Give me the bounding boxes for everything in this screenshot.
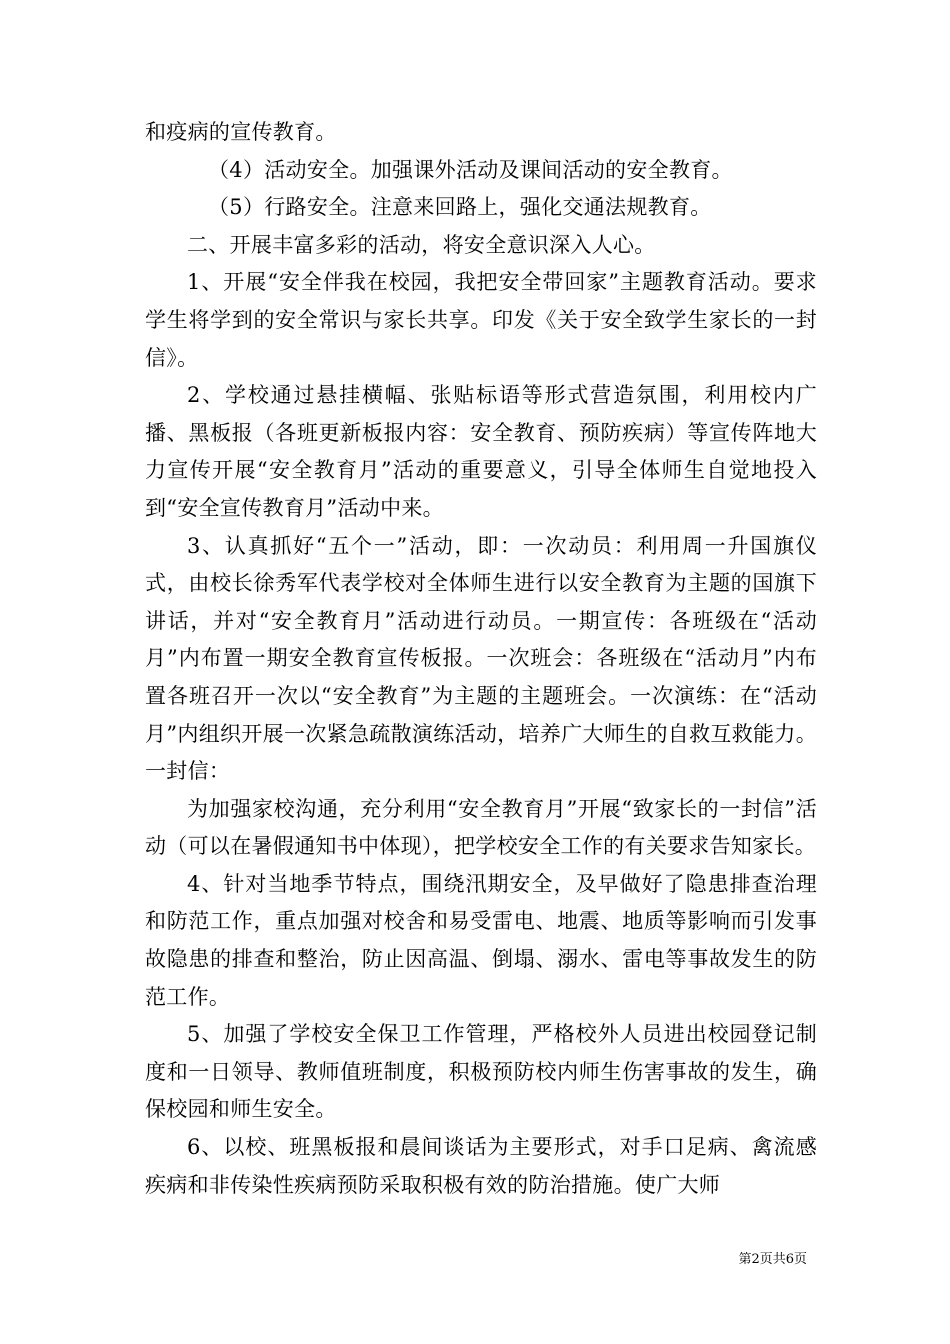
- paragraph-activity-safety: （4）活动安全。加强课外活动及课间活动的安全教育。: [208, 157, 733, 182]
- document-body: [145, 114, 817, 1204]
- paragraph-item-2: 2、学校通过悬挂横幅、张贴标语等形式营造氛围，利用校内广播、黑板报（各班更新板报内容：安全教育、预防疾病）等宣传阵地大力宣传开展“安全教育月”活动的重要意义，引导全体师生自觉地投入到“安全宣传教育月”活动中来。: [145, 383, 817, 520]
- paragraph-item-4: 4、针对当地季节特点，围绕汛期安全，及早做好了隐患排查治理和防范工作，重点加强对校舍和易受雷电、地震、地质等影响而引发事故隐患的排查和整治，防止因高温、倒塌、溺水、雷电等事故发生的防范工作。: [145, 871, 817, 1009]
- paragraph-continuation: 和疫病的宣传教育。: [145, 120, 337, 144]
- page-number: 第2页共6页: [738, 1252, 807, 1267]
- paragraph-letter: 为加强家校沟通，充分利用“安全教育月”开展“致家长的一封信”活动（可以在暑假通知书中体现），把学校安全工作的有关要求告知家长。: [145, 796, 817, 859]
- paragraph-item-6: 6、以校、班黑板报和晨间谈话为主要形式，对手口足病、禽流感疾病和非传染性疾病预防采取积极有效的防治措施。使广大师: [145, 1135, 817, 1197]
- section-heading-activities: 二、开展丰富多彩的活动，将安全意识深入人心。: [187, 232, 656, 257]
- paragraph-item-5: 5、加强了学校安全保卫工作管理，严格校外人员进出校园登记制度和一日领导、教师值班制度，积极预防校内师生伤害事故的发生，确保校园和师生安全。: [145, 1022, 817, 1122]
- paragraph-item-3: 3、认真抓好“五个一”活动，即：一次动员：利用周一升国旗仪式，由校长徐秀军代表学校对全体师生进行以安全教育为主题的国旗下讲话，并对“安全教育月”活动进行动员。一期宣传：各班级在“活动月”内布置一期安全教育宣传板报。一次班会：各班级在“活动月”内布置各班召开一次以“安全教育”为主题的主题班会。一次演练：在“活动月”内组织开展一次紧急疏散演练活动，培养广大师生的自救互救能力。一封信：: [145, 533, 817, 784]
- paragraph-item-1: 1、开展“安全伴我在校园，我把安全带回家”主题教育活动。要求学生将学到的安全常识与家长共享。印发《关于安全致学生家长的一封信》。: [145, 270, 817, 370]
- paragraph-road-safety: （5）行路安全。注意来回路上，强化交通法规教育。: [208, 195, 712, 220]
